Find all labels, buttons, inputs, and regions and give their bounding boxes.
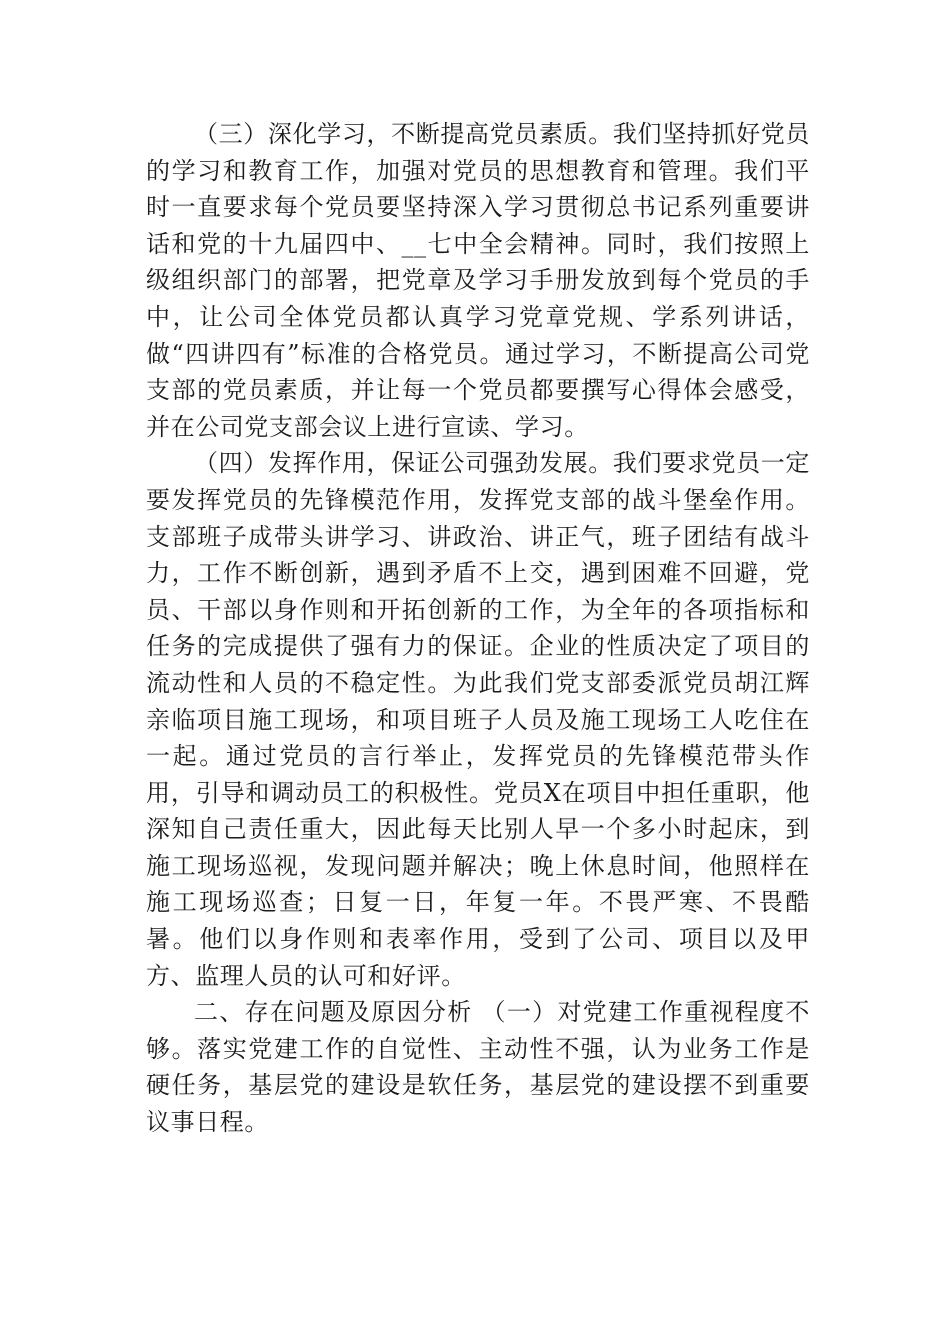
document-page bbox=[146, 116, 810, 1141]
paragraph-problems: 二、存在问题及原因分析 （一）对党建工作重视程度不够。落实党建工作的自觉性、主动性不强，认为业务工作是硬任务，基层党的建设是软任务，基层党的建设摆不到重要议事日程。 bbox=[146, 998, 810, 1137]
paragraph-study: （三）深化学习，不断提高党员素质。我们坚持抓好党员的学习和教育工作，加强对党员的思想教育和管理。我们平时一直要求每个党员要坚持深入学习贯彻总书记系列重要讲话和党的十九届四中、__七中全会精神。同时，我们按照上级组织部门的部署，把党章及学习手册发放到每个党员的手中，让公司全体党员都认真学习党章党规、学系列讲话，做“四讲四有”标准的合格党员。通过学习，不断提高公司党支部的党员素质，并让每一个党员都要撰写心得体会感受，并在公司党支部会议上进行宣读、学习。 bbox=[146, 120, 810, 441]
paragraph-role: （四）发挥作用，保证公司强劲发展。我们要求党员一定要发挥党员的先锋模范作用，发挥党支部的战斗堡垒作用。支部班子成带头讲学习、讲政治、讲正气，班子团结有战斗力，工作不断创新，遇到矛盾不上交，遇到困难不回避，党员、干部以身作则和开拓创新的工作，为全年的各项指标和任务的完成提供了强有力的保证。企业的性质决定了项目的流动性和人员的不稳定性。为此我们党支部委派党员胡江辉亲临项目施工现场，和项目班子人员及施工现场工人吃住在一起。通过党员的言行举止，发挥党员的先锋模范带头作用，引导和调动员工的积极性。党员X在项目中担任重职，他深知自己责任重大，因此每天比别人早一个多小时起床，到施工现场巡视，发现问题并解决；晚上休息时间，他照样在施工现场巡查；日复一日，年复一年。不畏严寒、不畏酷暑。他们以身作则和表率作用，受到了公司、项目以及甲方、监理人员的认可和好评。 bbox=[146, 449, 810, 990]
